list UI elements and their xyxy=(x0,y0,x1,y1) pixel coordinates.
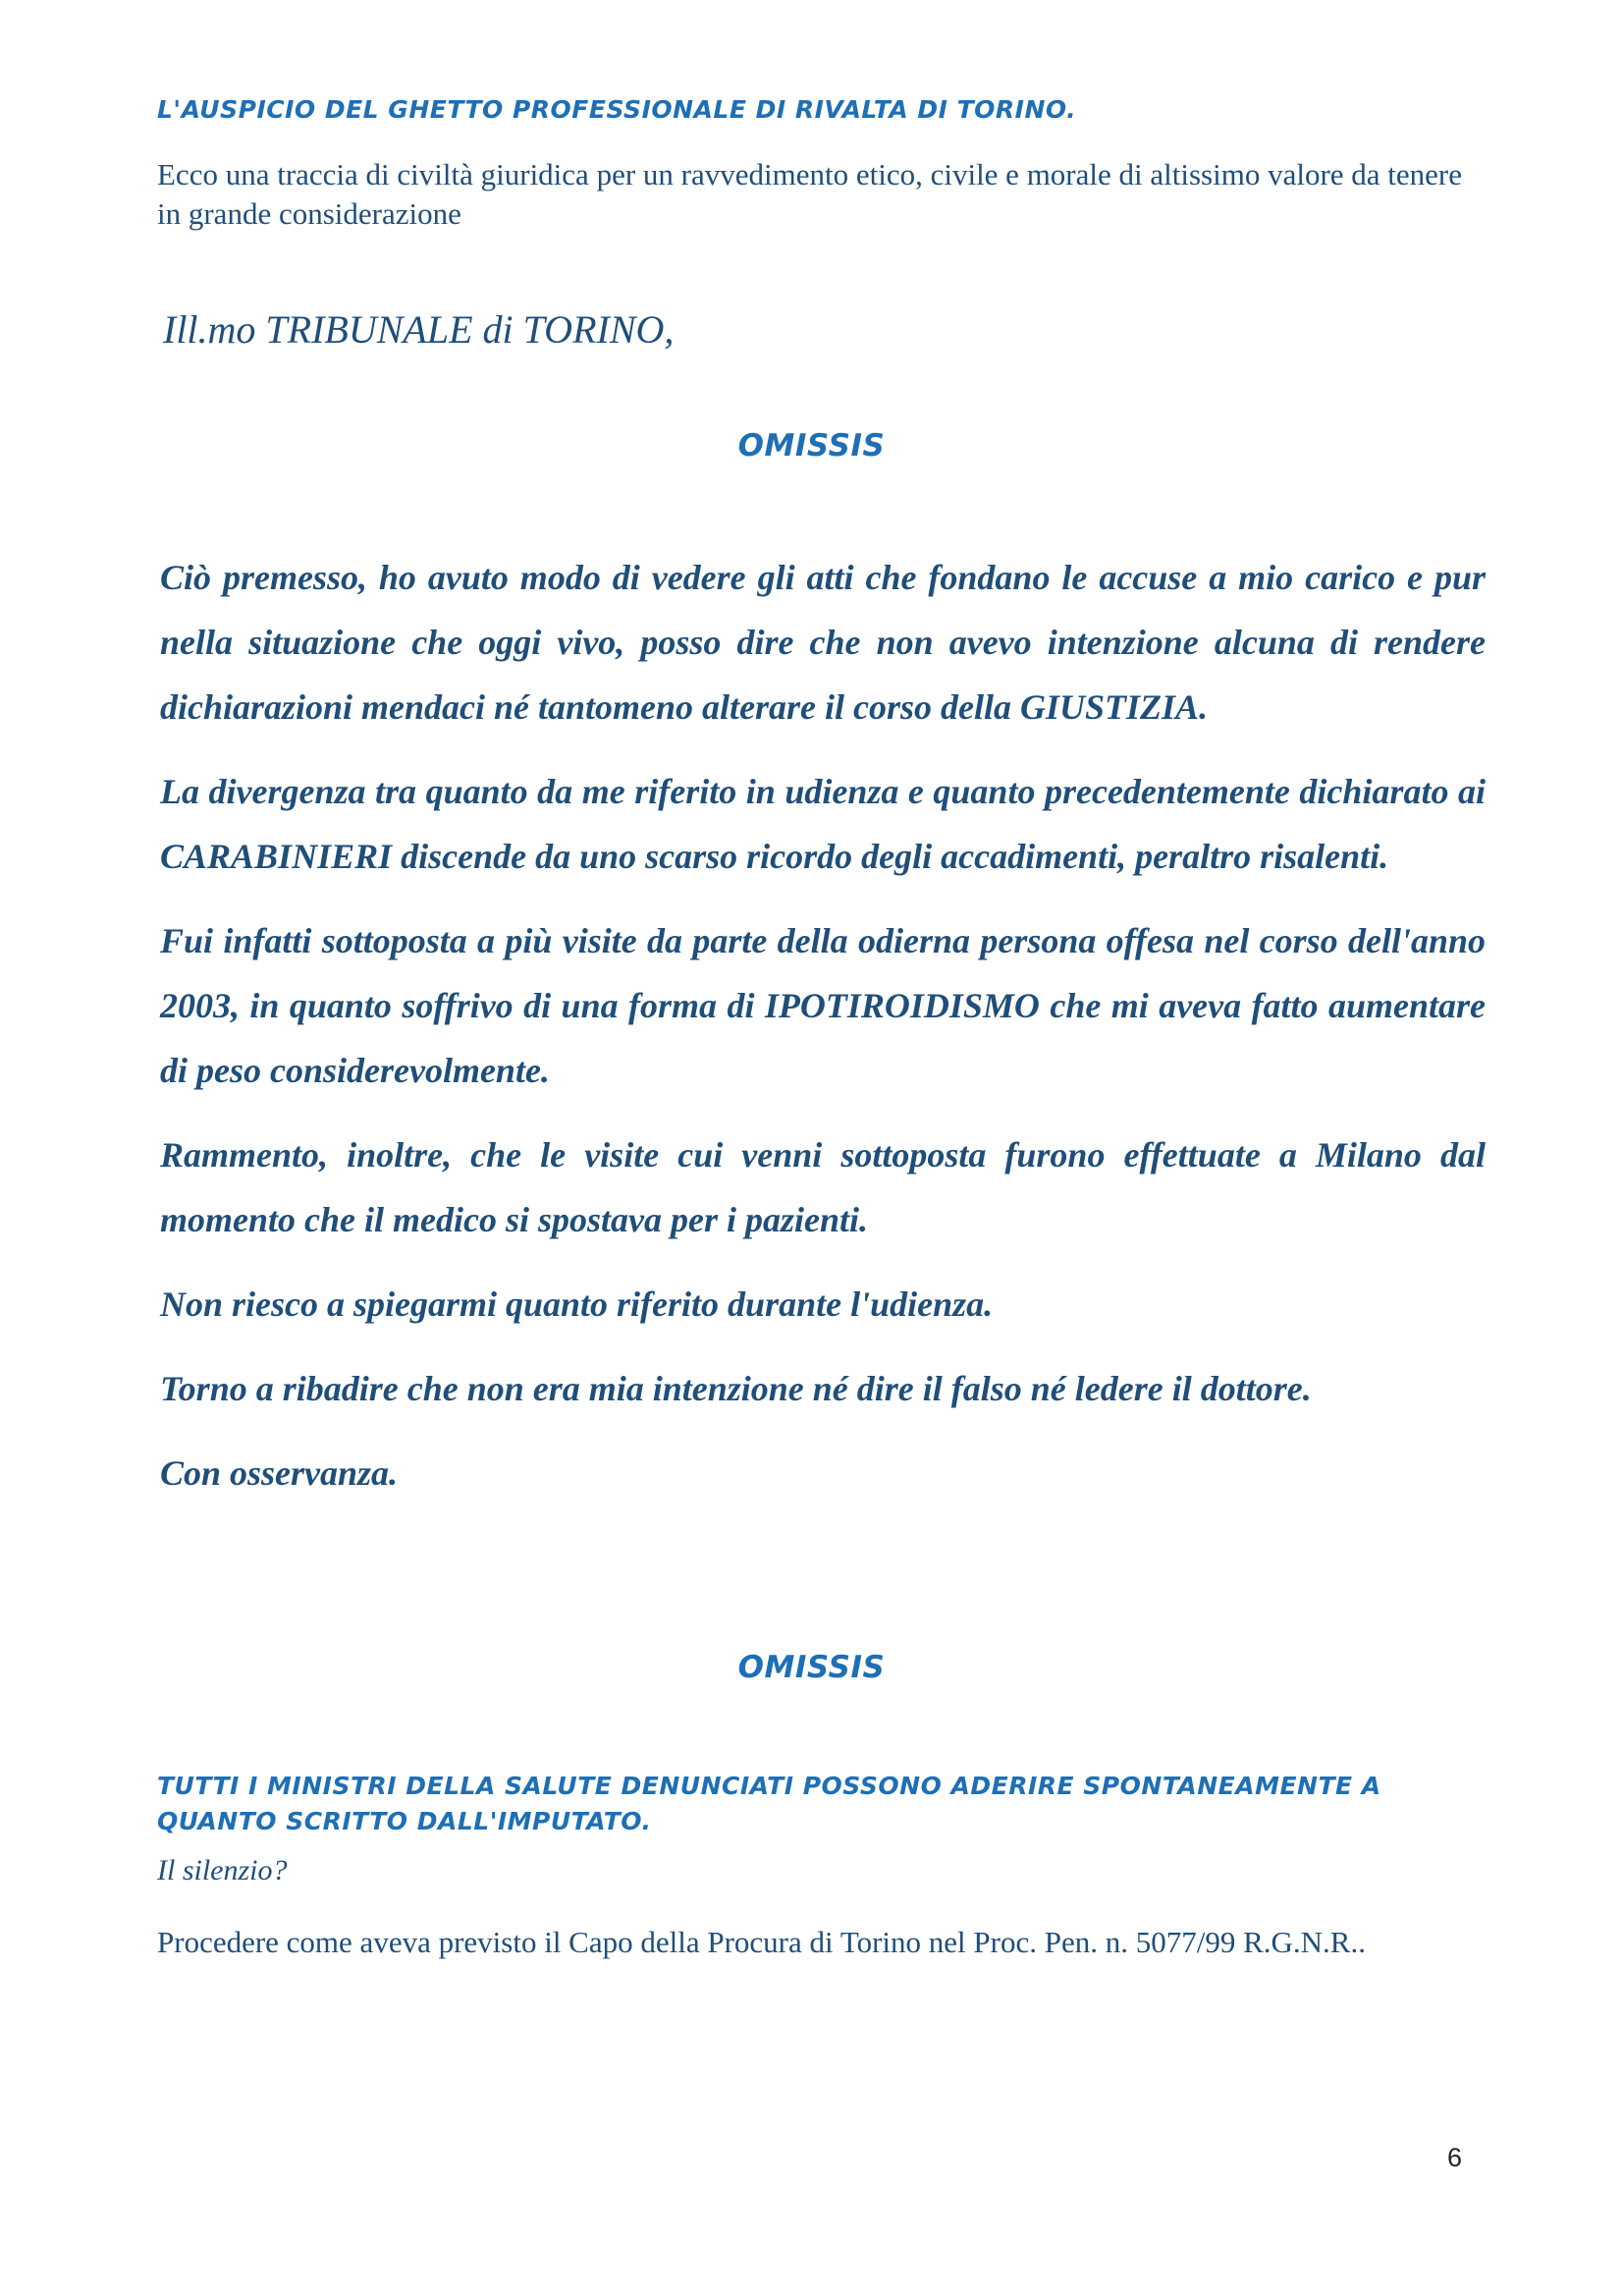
letter-paragraph: Ciò premesso, ho avuto modo di vedere gli atti che fondano le accuse a mio carico e pur nella situazione che oggi vivo, posso dire che non avevo intenzione alcuna di rendere dichiarazioni mendaci né tantomeno alterare il corso della GIUSTIZIA. xyxy=(160,558,1486,727)
letter-paragraph: Non riesco a spiegarmi quanto riferito durante l'udienza. xyxy=(160,1285,994,1324)
omissis-heading-1: OMISSIS xyxy=(737,428,886,464)
letter-paragraph: Fui infatti sottoposta a più visite da parte della odierna persona offesa nel corso dell'anno 2003, in quanto soffrivo di una forma di IPOTIROIDISMO che mi aveva fatto aumentare di peso considerevolmente. xyxy=(160,921,1486,1090)
address-line: Ill.mo TRIBUNALE di TORINO, xyxy=(163,307,675,352)
letter-paragraph: Rammento, inoltre, che le visite cui venni sottoposta furono effettuate a Milano dal momento che il medico si spostava per i pazienti. xyxy=(160,1135,1486,1239)
page-number: 6 xyxy=(1447,2143,1463,2172)
intro-text: Ecco una traccia di civiltà giuridica per un ravvedimento etico, civile e morale di altissimo valore da tenere in grande considerazione xyxy=(157,157,1463,231)
procedure-text: Procedere come aveva previsto il Capo della Procura di Torino nel Proc. Pen. n. 5077/99 R.G.N.R.. xyxy=(157,1925,1366,1959)
silence-question: Il silenzio? xyxy=(157,1854,288,1886)
top-heading: L'AUSPICIO DEL GHETTO PROFESSIONALE DI RIVALTA DI TORINO. xyxy=(157,95,1077,124)
letter-closing: Con osservanza. xyxy=(160,1453,399,1493)
letter-paragraph: La divergenza tra quanto da me riferito in udienza e quanto precedentemente dichiarato ai CARABINIERI discende da uno scarso ricordo degli accadimenti, peraltro risalenti. xyxy=(160,772,1486,876)
letter-paragraph: Torno a ribadire che non era mia intenzione né dire il falso né ledere il dottore. xyxy=(160,1369,1312,1408)
omissis-heading-2: OMISSIS xyxy=(737,1650,886,1685)
ministers-heading: TUTTI I MINISTRI DELLA SALUTE DENUNCIATI POSSONO ADERIRE SPONTANEAMENTE A QUANTO SCRITTO DALL'IMPUTATO. xyxy=(157,1772,1381,1835)
letter-body xyxy=(160,545,1486,1525)
